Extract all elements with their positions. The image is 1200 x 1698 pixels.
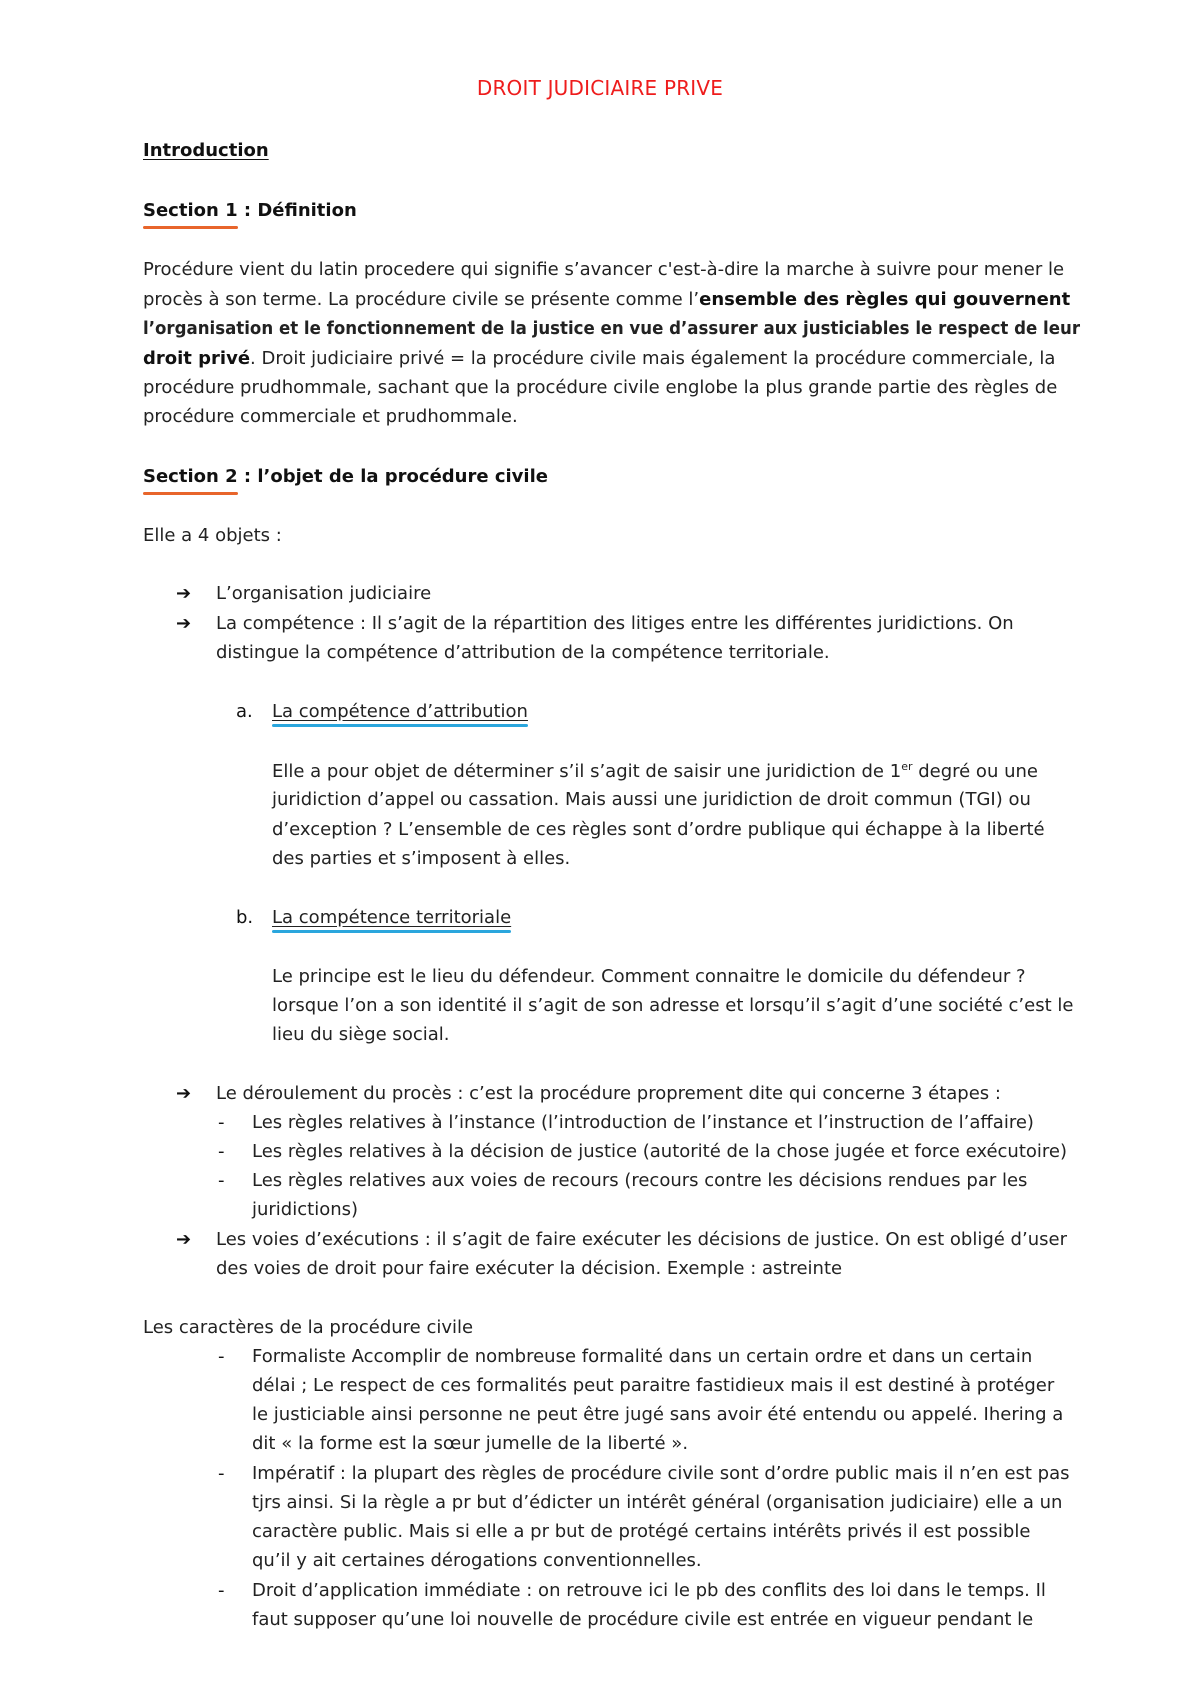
car-3-line-2: faut supposer qu’une loi nouvelle de procédure civile est entrée en vigueur pendant le bbox=[252, 1609, 1034, 1630]
objet-2-line-1: La compétence : Il s’agit de la répartition des litiges entre les différentes juridictions. On bbox=[216, 613, 1014, 634]
arrow-bullet-icon: ➔ bbox=[176, 583, 192, 604]
objet-3-item-3: Les règles relatives aux voies de recours (recours contre les décisions rendues par les bbox=[252, 1170, 1028, 1191]
sub-b-heading bbox=[272, 907, 511, 928]
section-2-title: : l’objet de la procédure civile bbox=[237, 466, 548, 487]
sub-b-line-1: Le principe est le lieu du défendeur. Comment connaitre le domicile du défendeur ? bbox=[272, 966, 1026, 987]
objet-1: L’organisation judiciaire bbox=[216, 583, 432, 604]
p1-line-2: procès à son terme. La procédure civile se présente comme l’ensemble des règles qui gouvernent bbox=[143, 289, 1071, 310]
car-2-line-2: tjrs ainsi. Si la règle a pr but d’édicter un intérêt général (organisation judiciaire) elle a un bbox=[252, 1492, 1063, 1513]
sub-a-line-3: d’exception ? L’ensemble de ces règles sont d’ordre publique qui échappe à la liberté bbox=[272, 819, 1045, 840]
section-1-title: : Définition bbox=[237, 200, 357, 221]
objet-3-item-3-cont: juridictions) bbox=[252, 1199, 359, 1220]
car-1-line-1: Formaliste Accomplir de nombreuse formalité dans un certain ordre et dans un certain bbox=[252, 1346, 1033, 1367]
sub-a-line-4: des parties et s’imposent à elles. bbox=[272, 848, 571, 869]
objet-3-item-1: Les règles relatives à l’instance (l’introduction de l’instance et l’instruction de l’affaire) bbox=[252, 1112, 1034, 1133]
car-1-line-3: le justiciable ainsi personne ne peut être jugé sans avoir été entendu ou appelé. Ihering a bbox=[252, 1404, 1064, 1425]
objet-2-line-2: distingue la compétence d’attribution de la compétence territoriale. bbox=[216, 642, 830, 663]
section-1-label: Section 1 bbox=[143, 200, 238, 221]
objet-4-line-2: des voies de droit pour faire exécuter la décision. Exemple : astreinte bbox=[216, 1258, 843, 1279]
arrow-bullet-icon: ➔ bbox=[176, 1083, 192, 1104]
objets-intro: Elle a 4 objets : bbox=[143, 525, 282, 546]
section-2-heading bbox=[143, 466, 548, 487]
section-1-heading bbox=[143, 200, 357, 221]
p1-line-6: procédure commerciale et prudhommale. bbox=[143, 406, 518, 427]
arrow-bullet-icon: ➔ bbox=[176, 613, 192, 634]
sub-b-marker: b. bbox=[236, 907, 254, 928]
sub-b-line-3: lieu du siège social. bbox=[272, 1024, 450, 1045]
dash-bullet: - bbox=[218, 1141, 225, 1162]
sub-a-line-1: Elle a pour objet de déterminer s’il s’agit de saisir une juridiction de 1er degré ou une bbox=[272, 760, 1038, 782]
document-title: DROIT JUDICIAIRE PRIVE bbox=[476, 76, 724, 100]
sub-a-line-2: juridiction d’appel ou cassation. Mais aussi une juridiction de droit commun (TGI) ou bbox=[272, 789, 1031, 810]
p1-line-1: Procédure vient du latin procedere qui signifie s’avancer c'est-à-dire la marche à suivre pour mener le bbox=[143, 259, 1065, 280]
dash-bullet: - bbox=[218, 1346, 225, 1367]
car-2-line-4: qu’il y ait certaines dérogations conventionnelles. bbox=[252, 1550, 702, 1571]
dash-bullet: - bbox=[218, 1170, 225, 1191]
objet-3-item-2: Les règles relatives à la décision de justice (autorité de la chose jugée et force exécutoire) bbox=[252, 1141, 1068, 1162]
car-1-line-4: dit « la forme est la sœur jumelle de la liberté ». bbox=[252, 1433, 689, 1454]
p1-line-4: droit privé. Droit judiciaire privé = la procédure civile mais également la procédure commerciale, la bbox=[143, 348, 1056, 369]
section-2-label: Section 2 bbox=[143, 466, 238, 487]
dash-bullet: - bbox=[218, 1112, 225, 1133]
car-3-line-1: Droit d’application immédiate : on retrouve ici le pb des conflits des loi dans le temps. Il bbox=[252, 1580, 1046, 1601]
caracteres-heading: Les caractères de la procédure civile bbox=[143, 1317, 474, 1338]
introduction-heading: Introduction bbox=[143, 140, 269, 161]
sub-a-marker: a. bbox=[236, 701, 253, 722]
car-2-line-1: Impératif : la plupart des règles de procédure civile sont d’ordre public mais il n’en est pas bbox=[252, 1463, 1070, 1484]
sub-a-heading bbox=[272, 701, 528, 722]
dash-bullet: - bbox=[218, 1580, 225, 1601]
car-2-line-3: caractère public. Mais si elle a pr but de protégé certains intérêts privés il est possible bbox=[252, 1521, 1031, 1542]
arrow-bullet-icon: ➔ bbox=[176, 1229, 192, 1250]
objet-3: Le déroulement du procès : c’est la procédure proprement dite qui concerne 3 étapes : bbox=[216, 1083, 1001, 1104]
sub-b-line-2: lorsque l’on a son identité il s’agit de son adresse et lorsqu’il s’agit d’une société c’est le bbox=[272, 995, 1074, 1016]
dash-bullet: - bbox=[218, 1463, 225, 1484]
car-1-line-2: délai ; Le respect de ces formalités peut paraitre fastidieux mais il est destiné à protéger bbox=[252, 1375, 1055, 1396]
objet-4-line-1: Les voies d’exécutions : il s’agit de faire exécuter les décisions de justice. On est obligé d’user bbox=[216, 1229, 1067, 1250]
p1-line-5: procédure prudhommale, sachant que la procédure civile englobe la plus grande partie des règles de bbox=[143, 377, 1058, 398]
sub-b-title: La compétence territoriale bbox=[272, 907, 512, 928]
p1-line-3: l’organisation et le fonctionnement de la justice en vue d’assurer aux justiciables le respect de leur bbox=[143, 318, 1081, 339]
sub-a-title: La compétence d’attribution bbox=[272, 701, 528, 722]
